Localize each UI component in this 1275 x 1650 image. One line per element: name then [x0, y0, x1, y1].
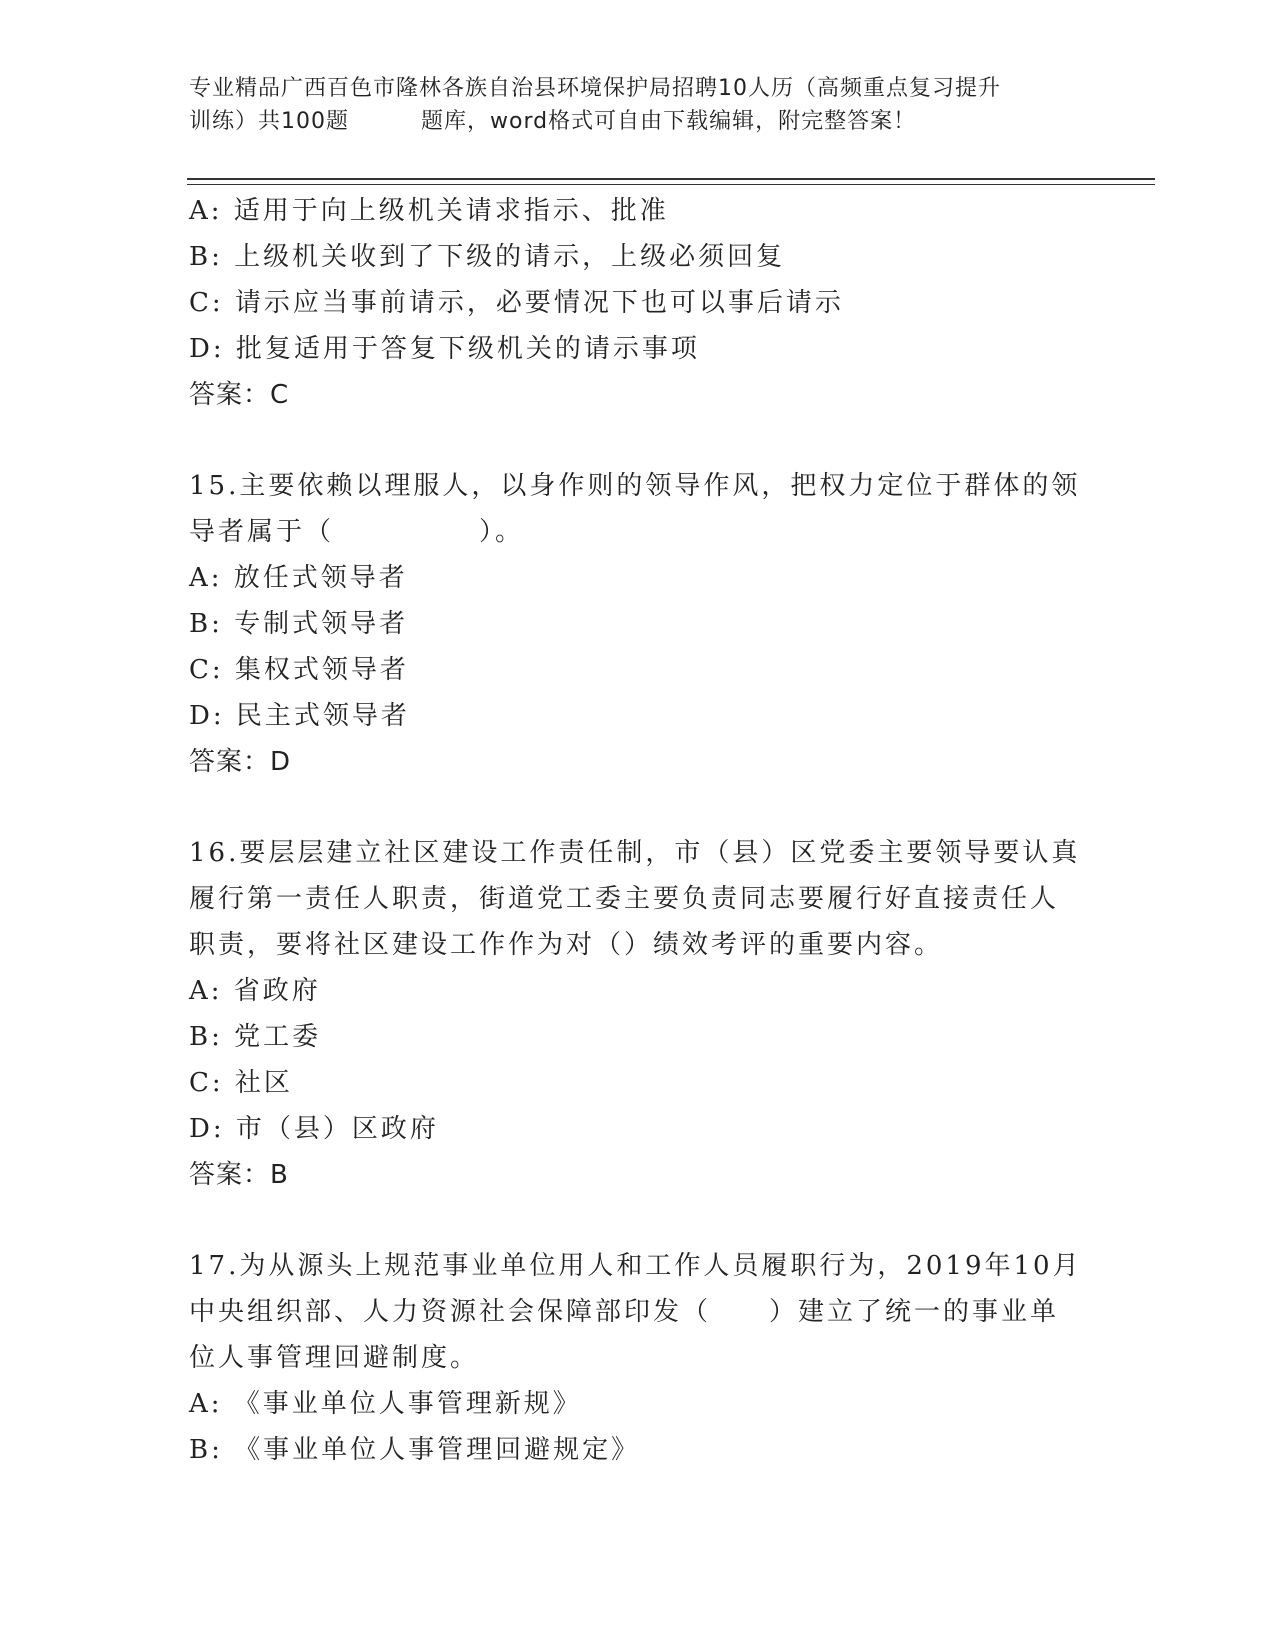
option-c: C: 集权式领导者 [189, 655, 409, 685]
question-stem-line: 中央组织部、人力资源社会保障部印发（ ）建立了统一的事业单 [189, 1297, 1060, 1327]
answer-line: 答案：D [189, 747, 292, 777]
header-divider-thick [187, 178, 1155, 180]
header-line-1: 专业精品广西百色市隆林各族自治县环境保护局招聘10人历（高频重点复习提升 [189, 76, 1001, 101]
option-a: A: 适用于向上级机关请求指示、批准 [189, 196, 669, 226]
answer-line: 答案：B [189, 1160, 289, 1190]
question-stem-line: 导者属于（ ）。 [189, 517, 525, 547]
option-a: A: 《事业单位人事管理新规》 [189, 1389, 582, 1419]
question-14 [189, 188, 1089, 418]
question-stem-line: 16.要层层建立社区建设工作责任制，市（县）区党委主要领导要认真 [189, 838, 1081, 868]
question-15 [189, 463, 1089, 785]
header-line-2-left: 训练）共100题 [189, 109, 349, 134]
option-a: A: 省政府 [189, 976, 321, 1006]
option-d: D: 批复适用于答复下级机关的请示事项 [189, 334, 700, 364]
question-16 [189, 830, 1089, 1198]
header-line-2 [189, 105, 1089, 138]
option-d: D: 民主式领导者 [189, 701, 410, 731]
page-header [189, 72, 1089, 138]
question-17 [189, 1243, 1089, 1473]
option-b: B: 上级机关收到了下级的请示，上级必须回复 [189, 242, 786, 272]
option-c: C: 社区 [189, 1068, 293, 1098]
option-b: B: 党工委 [189, 1022, 322, 1052]
answer-line: 答案：C [189, 380, 290, 410]
header-line-2-right: 题库，word格式可自由下载编辑，附完整答案！ [421, 109, 917, 134]
question-stem-line: 履行第一责任人职责，街道党工委主要负责同志要履行好直接责任人 [189, 884, 1060, 914]
question-stem-line: 位人事管理回避制度。 [189, 1343, 480, 1373]
question-stem-line: 17.为从源头上规范事业单位用人和工作人员履职行为，2019年10月 [189, 1251, 1082, 1281]
question-stem-line: 职责，要将社区建设工作作为对（）绩效考评的重要内容。 [189, 930, 944, 960]
option-b: B: 专制式领导者 [189, 609, 409, 639]
option-b: B: 《事业单位人事管理回避规定》 [189, 1435, 641, 1465]
question-list [189, 188, 1089, 1473]
option-d: D: 市（县）区政府 [189, 1114, 439, 1144]
header-divider-thin [187, 184, 1155, 185]
option-a: A: 放任式领导者 [189, 563, 408, 593]
question-stem-line: 15.主要依赖以理服人，以身作则的领导作风，把权力定位于群体的领 [189, 471, 1081, 501]
option-c: C: 请示应当事前请示，必要情况下也可以事后请示 [189, 288, 844, 318]
